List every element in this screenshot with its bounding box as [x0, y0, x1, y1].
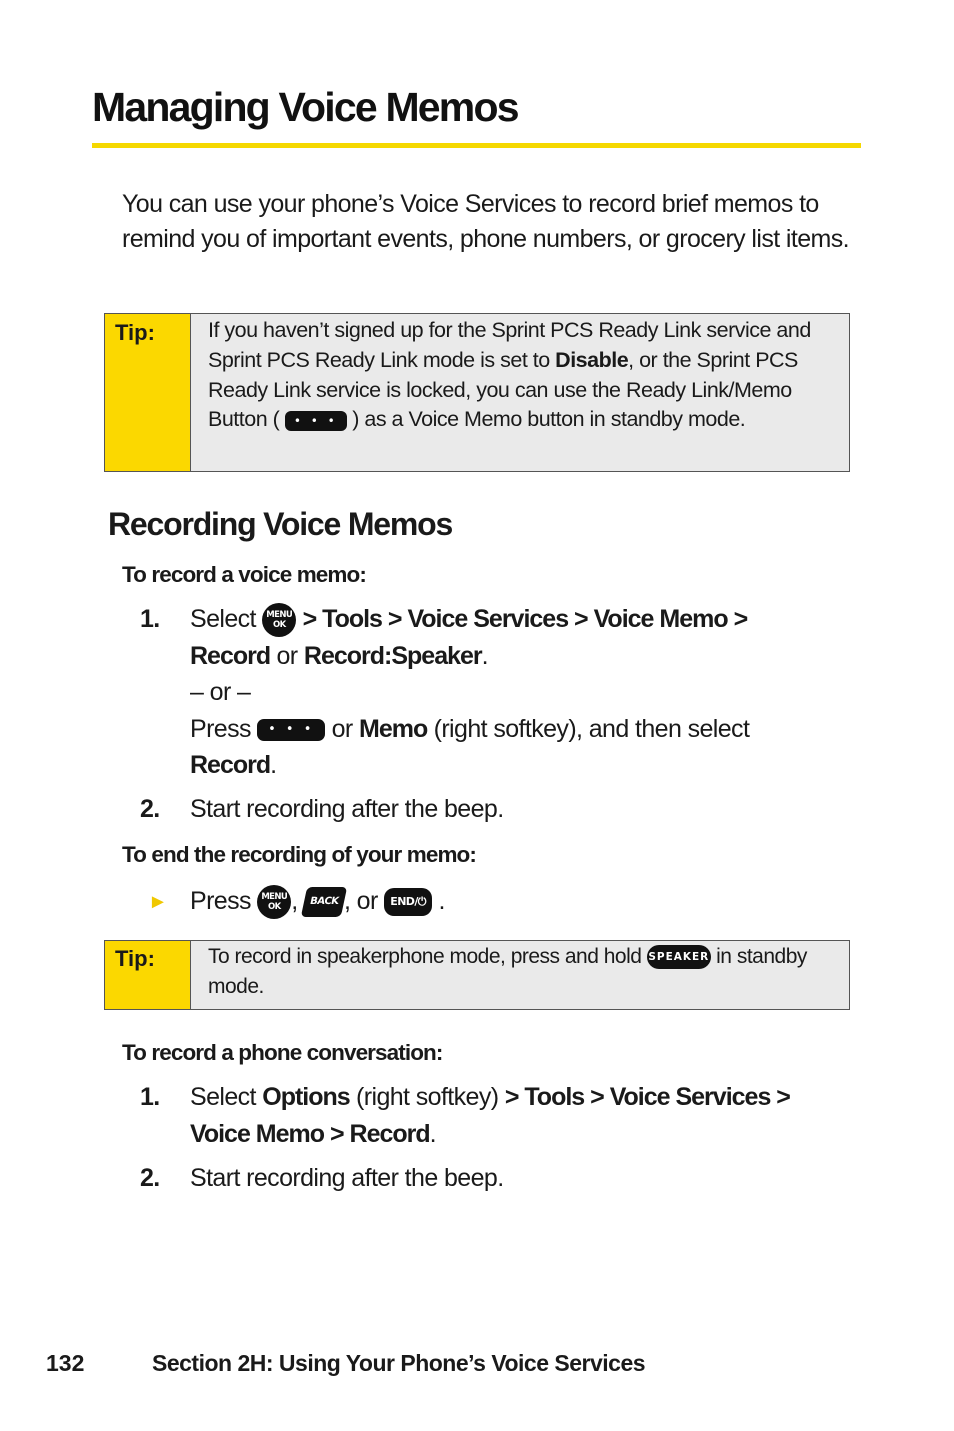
- page-title: Managing Voice Memos: [92, 84, 518, 130]
- record-option: Record: [190, 641, 271, 670]
- step-number: 2.: [140, 1164, 160, 1192]
- title-underline: [92, 143, 861, 148]
- step-number: 1.: [140, 1083, 160, 1111]
- tip-label-cell: [105, 314, 191, 471]
- or-word: or: [331, 714, 353, 743]
- disable-term: Disable: [555, 347, 629, 372]
- menu-ok-key-icon: [262, 603, 296, 637]
- subheading-end-recording: To end the recording of your memo:: [122, 842, 476, 867]
- step-body: [190, 601, 850, 784]
- menu-path: > Tools > Voice Services > Voice Memo >: [302, 605, 748, 633]
- back-key-icon: BACK: [301, 887, 347, 917]
- bullet-arrow-icon: ►: [148, 891, 168, 913]
- or-word: or: [276, 641, 298, 670]
- bullet-body: [190, 883, 850, 920]
- footer-section-title: Section 2H: Using Your Phone’s Voice Services: [152, 1350, 646, 1376]
- tip-text: [208, 942, 835, 1002]
- step-line: [190, 747, 850, 784]
- press-word: Press: [190, 887, 251, 915]
- step-line: [190, 638, 850, 675]
- tip-text-part: To record in speakerphone mode, press and hold: [208, 945, 642, 968]
- menu-key-label: [257, 885, 291, 912]
- menu-ok-key-icon: [257, 885, 291, 919]
- tip-text-part: If you haven’t signed up for the Sprint PCS Ready Link service and Sprint PCS Ready Link mode is set to: [208, 318, 811, 372]
- menu-path: > Tools > Voice Services > Voice Memo > Record: [190, 1083, 790, 1148]
- step-record-call-2: [140, 1160, 840, 1200]
- step-text: Start recording after the beep.: [190, 795, 504, 823]
- intro-paragraph: You can use your phone’s Voice Services to record brief memos to remind you of important events, phone numbers, or grocery list items.: [122, 190, 849, 253]
- period: .: [429, 1119, 437, 1148]
- step-record-memo-2: [140, 791, 840, 831]
- step-number: 2.: [140, 795, 160, 823]
- subheading-record-memo: To record a voice memo:: [122, 562, 366, 587]
- or-word: , or: [343, 887, 378, 915]
- select-word: Select: [190, 1083, 256, 1111]
- tip-text-part: , or the Sprint PCS Ready Link service is locked, you can use the Ready Link/Memo Button (: [208, 347, 798, 432]
- step-line: [190, 711, 850, 748]
- end-power-key-icon: END/⏻: [384, 888, 432, 916]
- tip-text: [208, 316, 835, 435]
- softkey-text: (right softkey): [356, 1083, 499, 1111]
- tip-box-speakerphone: [104, 940, 850, 1010]
- memo-softkey: Memo: [359, 714, 428, 743]
- menu-key-top: MENU: [266, 610, 293, 621]
- speaker-key-icon: SPEAKER: [647, 945, 711, 969]
- options-softkey: Options: [262, 1083, 350, 1111]
- menu-key-bottom: OK: [267, 902, 281, 913]
- step-record-memo-1: [140, 601, 840, 791]
- ready-link-memo-button-icon: • • •: [285, 411, 347, 431]
- period: .: [438, 887, 445, 915]
- section-heading: Recording Voice Memos: [108, 506, 453, 542]
- comma: ,: [291, 887, 298, 915]
- step-text: Start recording after the beep.: [190, 1164, 504, 1192]
- menu-key-bottom: OK: [272, 620, 286, 631]
- step-body: [190, 1079, 850, 1152]
- ready-link-key-icon: • • •: [257, 719, 325, 741]
- step-line: [190, 601, 850, 638]
- tip-label-cell: [105, 941, 191, 1009]
- end-recording-bullet: [140, 883, 840, 923]
- tip-box-ready-link: [104, 313, 850, 472]
- period: .: [270, 751, 277, 779]
- tip-text-part: in standby mode.: [208, 945, 807, 998]
- subheading-record-conversation: To record a phone conversation:: [122, 1040, 443, 1065]
- tip-label: Tip:: [115, 946, 155, 971]
- menu-key-label: [262, 603, 296, 630]
- select-word: Select: [190, 605, 256, 633]
- tip-label: Tip:: [115, 320, 155, 345]
- step-number: 1.: [140, 605, 160, 633]
- softkey-text: (right softkey), and then select: [433, 714, 750, 743]
- record-speaker-option: Record:Speaker: [303, 641, 482, 670]
- or-separator: – or –: [190, 678, 251, 706]
- period: .: [481, 641, 488, 670]
- page-number: 132: [46, 1350, 85, 1376]
- press-word: Press: [190, 714, 251, 743]
- menu-key-top: MENU: [261, 892, 288, 903]
- step-record-call-1: [140, 1079, 840, 1157]
- record-option: Record: [190, 751, 271, 779]
- tip-text-part: ) as a Voice Memo button in standby mode.: [346, 407, 746, 432]
